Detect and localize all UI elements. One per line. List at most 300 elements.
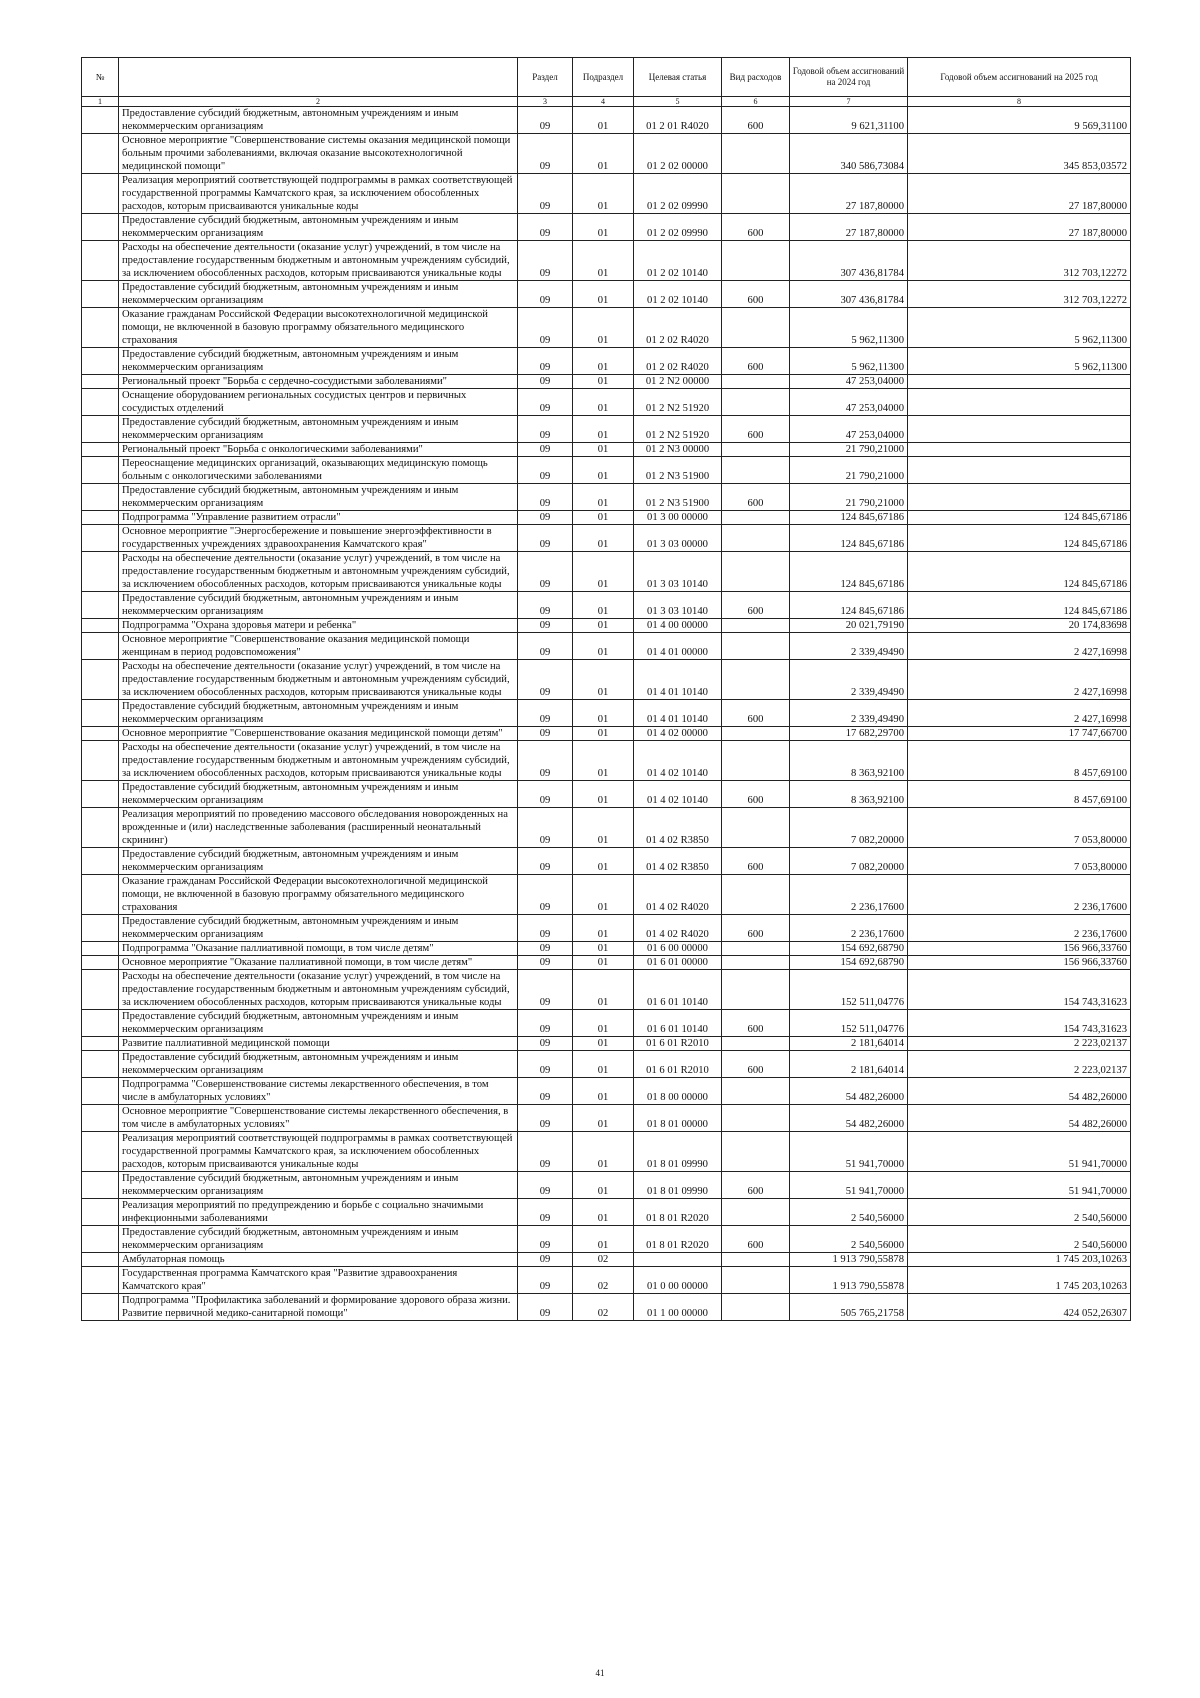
amount-2024-cell: 5 962,11300 [790, 348, 908, 375]
row-name-cell: Основное мероприятие "Совершенствование оказания медицинской помощи детям" [119, 727, 518, 741]
row-number-cell [82, 457, 119, 484]
table-row [82, 348, 1131, 375]
subsection-code-cell: 01 [573, 781, 634, 808]
expense-type-cell [722, 134, 790, 174]
target-article-cell: 01 2 02 10140 [634, 281, 722, 308]
subsection-code-cell: 01 [573, 619, 634, 633]
row-name-cell: Подпрограмма "Охрана здоровья матери и ребенка" [119, 619, 518, 633]
section-code-cell: 09 [518, 970, 573, 1010]
amount-2025-cell: 2 427,16998 [908, 700, 1131, 727]
amount-2024-cell: 505 765,21758 [790, 1294, 908, 1321]
target-article-cell: 01 6 01 00000 [634, 956, 722, 970]
section-code-cell: 09 [518, 134, 573, 174]
section-code-cell: 09 [518, 1132, 573, 1172]
section-code-cell: 09 [518, 511, 573, 525]
target-article-cell: 01 4 00 00000 [634, 619, 722, 633]
row-number-cell [82, 592, 119, 619]
amount-2024-cell: 2 339,49490 [790, 700, 908, 727]
row-number-cell [82, 741, 119, 781]
target-article-cell: 01 8 01 09990 [634, 1172, 722, 1199]
subsection-code-cell: 01 [573, 525, 634, 552]
expense-type-cell: 600 [722, 1172, 790, 1199]
section-code-cell: 09 [518, 107, 573, 134]
expense-type-cell [722, 552, 790, 592]
amount-2024-cell: 17 682,29700 [790, 727, 908, 741]
row-name-cell: Реализация мероприятий по проведению массового обследования новорожденных на врожденные и (или) наследственные заболевания (расширенный неонатальный скрининг) [119, 808, 518, 848]
target-article-cell: 01 4 02 R4020 [634, 875, 722, 915]
expense-type-cell [722, 633, 790, 660]
row-name-cell: Подпрограмма "Совершенствование системы лекарственного обеспечения, в том числе в амбулаторных условиях" [119, 1078, 518, 1105]
section-code-cell: 09 [518, 848, 573, 875]
section-code-cell: 09 [518, 1226, 573, 1253]
expense-type-cell [722, 956, 790, 970]
expense-type-cell [722, 727, 790, 741]
target-article-cell: 01 2 N2 51920 [634, 416, 722, 443]
amount-2024-cell: 124 845,67186 [790, 552, 908, 592]
row-number-cell [82, 942, 119, 956]
target-article-cell: 01 4 02 R3850 [634, 848, 722, 875]
amount-2024-cell: 1 913 790,55878 [790, 1267, 908, 1294]
amount-2025-cell: 154 743,31623 [908, 1010, 1131, 1037]
row-number-cell [82, 1226, 119, 1253]
amount-2025-cell: 424 052,26307 [908, 1294, 1131, 1321]
amount-2025-cell [908, 443, 1131, 457]
section-code-cell: 09 [518, 1078, 573, 1105]
amount-2024-cell: 340 586,73084 [790, 134, 908, 174]
amount-2024-cell: 8 363,92100 [790, 781, 908, 808]
subsection-code-cell: 01 [573, 1226, 634, 1253]
amount-2025-cell: 124 845,67186 [908, 525, 1131, 552]
row-number-cell [82, 848, 119, 875]
section-code-cell: 09 [518, 1253, 573, 1267]
subsection-code-cell: 01 [573, 808, 634, 848]
row-name-cell: Переоснащение медицинских организаций, оказывающих медицинскую помощь больным с онкологическими заболеваниями [119, 457, 518, 484]
row-number-cell [82, 525, 119, 552]
subsection-code-cell: 01 [573, 592, 634, 619]
section-code-cell: 09 [518, 619, 573, 633]
subsection-code-cell: 01 [573, 1078, 634, 1105]
table-row [82, 970, 1131, 1010]
amount-2024-cell: 154 692,68790 [790, 956, 908, 970]
row-name-cell: Предоставление субсидий бюджетным, автономным учреждениям и иным некоммерческим организациям [119, 1010, 518, 1037]
table-row [82, 416, 1131, 443]
table-row [82, 619, 1131, 633]
section-code-cell: 09 [518, 457, 573, 484]
target-article-cell: 01 2 02 R4020 [634, 348, 722, 375]
amount-2024-cell: 124 845,67186 [790, 592, 908, 619]
header-num: № [82, 58, 119, 97]
amount-2025-cell: 27 187,80000 [908, 214, 1131, 241]
row-name-cell: Реализация мероприятий по предупреждению и борьбе с социально значимыми инфекционными заболеваниями [119, 1199, 518, 1226]
table-row [82, 1105, 1131, 1132]
table-row [82, 1051, 1131, 1078]
subsection-code-cell: 02 [573, 1267, 634, 1294]
amount-2025-cell: 156 966,33760 [908, 942, 1131, 956]
target-article-cell: 01 4 02 10140 [634, 781, 722, 808]
amount-2025-cell: 9 569,31100 [908, 107, 1131, 134]
amount-2024-cell: 307 436,81784 [790, 241, 908, 281]
expense-type-cell [722, 1105, 790, 1132]
row-name-cell: Оказание гражданам Российской Федерации высокотехнологичной медицинской помощи, не включенной в базовую программу обязательного медицинского страхования [119, 308, 518, 348]
target-article-cell: 01 6 00 00000 [634, 942, 722, 956]
expense-type-cell [722, 457, 790, 484]
row-number-cell [82, 633, 119, 660]
section-code-cell: 09 [518, 781, 573, 808]
section-code-cell: 09 [518, 375, 573, 389]
expense-type-cell [722, 174, 790, 214]
expense-type-cell: 600 [722, 1226, 790, 1253]
page-number: 41 [595, 1668, 605, 1678]
subsection-code-cell: 01 [573, 457, 634, 484]
target-article-cell: 01 3 03 10140 [634, 592, 722, 619]
target-article-cell: 01 2 01 R4020 [634, 107, 722, 134]
row-name-cell: Основное мероприятие "Оказание паллиативной помощи, в том числе детям" [119, 956, 518, 970]
subsection-code-cell: 01 [573, 552, 634, 592]
target-article-cell: 01 8 01 R2020 [634, 1226, 722, 1253]
row-name-cell: Предоставление субсидий бюджетным, автономным учреждениям и иным некоммерческим организациям [119, 915, 518, 942]
target-article-cell: 01 2 02 R4020 [634, 308, 722, 348]
amount-2025-cell: 156 966,33760 [908, 956, 1131, 970]
expense-type-cell: 600 [722, 781, 790, 808]
amount-2024-cell: 51 941,70000 [790, 1132, 908, 1172]
row-name-cell: Подпрограмма "Управление развитием отрасли" [119, 511, 518, 525]
expense-type-cell [722, 241, 790, 281]
row-name-cell: Расходы на обеспечение деятельности (оказание услуг) учреждений, в том числе на предоставление государственным бюджетным и автономным учреждениям субсидий, за исключением обособленных расходов, которым присваиваются уникальные коды [119, 970, 518, 1010]
amount-2025-cell: 2 236,17600 [908, 875, 1131, 915]
table-row [82, 1078, 1131, 1105]
row-name-cell: Основное мероприятие "Совершенствование оказания медицинской помощи женщинам в период родовспоможения" [119, 633, 518, 660]
column-number: 8 [908, 97, 1131, 107]
amount-2025-cell: 154 743,31623 [908, 970, 1131, 1010]
subsection-code-cell: 01 [573, 915, 634, 942]
table-row [82, 741, 1131, 781]
row-name-cell: Основное мероприятие "Энергосбережение и повышение энергоэффективности в государственных учреждениях здравоохранения Камчатского края" [119, 525, 518, 552]
table-row [82, 727, 1131, 741]
amount-2025-cell: 2 427,16998 [908, 633, 1131, 660]
expense-type-cell [722, 1078, 790, 1105]
table-row [82, 134, 1131, 174]
amount-2024-cell: 307 436,81784 [790, 281, 908, 308]
amount-2024-cell: 51 941,70000 [790, 1172, 908, 1199]
expense-type-cell [722, 1253, 790, 1267]
row-name-cell: Расходы на обеспечение деятельности (оказание услуг) учреждений, в том числе на предоставление государственным бюджетным и автономным учреждениям субсидий, за исключением обособленных расходов, которым присваиваются уникальные коды [119, 552, 518, 592]
row-name-cell: Основное мероприятие "Совершенствование системы оказания медицинской помощи больным прочими заболеваниями, включая оказание высокотехнологичной медицинской помощи" [119, 134, 518, 174]
table-row [82, 1294, 1131, 1321]
table-row [82, 457, 1131, 484]
target-article-cell: 01 2 N2 51920 [634, 389, 722, 416]
budget-sheet [81, 57, 1130, 1321]
amount-2025-cell [908, 375, 1131, 389]
table-row [82, 915, 1131, 942]
row-name-cell: Предоставление субсидий бюджетным, автономным учреждениям и иным некоммерческим организациям [119, 781, 518, 808]
amount-2025-cell: 2 540,56000 [908, 1226, 1131, 1253]
expense-type-cell: 600 [722, 915, 790, 942]
target-article-cell: 01 3 03 00000 [634, 525, 722, 552]
table-row [82, 1226, 1131, 1253]
table-row [82, 1267, 1131, 1294]
subsection-code-cell: 02 [573, 1294, 634, 1321]
subsection-code-cell: 01 [573, 848, 634, 875]
table-row [82, 174, 1131, 214]
section-code-cell: 09 [518, 443, 573, 457]
subsection-code-cell: 01 [573, 389, 634, 416]
table-row [82, 214, 1131, 241]
amount-2024-cell: 2 236,17600 [790, 915, 908, 942]
amount-2024-cell: 47 253,04000 [790, 416, 908, 443]
row-name-cell: Предоставление субсидий бюджетным, автономным учреждениям и иным некоммерческим организациям [119, 1172, 518, 1199]
row-number-cell [82, 808, 119, 848]
amount-2025-cell: 1 745 203,10263 [908, 1253, 1131, 1267]
expense-type-cell [722, 808, 790, 848]
target-article-cell: 01 2 02 09990 [634, 214, 722, 241]
amount-2024-cell: 20 021,79190 [790, 619, 908, 633]
column-number: 6 [722, 97, 790, 107]
header-name [119, 58, 518, 97]
section-code-cell: 09 [518, 214, 573, 241]
subsection-code-cell: 01 [573, 134, 634, 174]
row-name-cell: Предоставление субсидий бюджетным, автономным учреждениям и иным некоммерческим организациям [119, 107, 518, 134]
table-row [82, 848, 1131, 875]
row-number-cell [82, 660, 119, 700]
amount-2024-cell: 152 511,04776 [790, 1010, 908, 1037]
amount-2025-cell: 124 845,67186 [908, 511, 1131, 525]
amount-2025-cell: 51 941,70000 [908, 1172, 1131, 1199]
table-row [82, 443, 1131, 457]
section-code-cell: 09 [518, 174, 573, 214]
subsection-code-cell: 01 [573, 348, 634, 375]
subsection-code-cell: 01 [573, 633, 634, 660]
subsection-code-cell: 01 [573, 484, 634, 511]
table-row [82, 484, 1131, 511]
amount-2025-cell: 1 745 203,10263 [908, 1267, 1131, 1294]
section-code-cell: 09 [518, 552, 573, 592]
amount-2024-cell: 27 187,80000 [790, 214, 908, 241]
row-name-cell: Расходы на обеспечение деятельности (оказание услуг) учреждений, в том числе на предоставление государственным бюджетным и автономным учреждениям субсидий, за исключением обособленных расходов, которым присваиваются уникальные коды [119, 241, 518, 281]
amount-2024-cell: 124 845,67186 [790, 525, 908, 552]
expense-type-cell [722, 942, 790, 956]
row-name-cell: Предоставление субсидий бюджетным, автономным учреждениям и иным некоммерческим организациям [119, 700, 518, 727]
row-name-cell: Амбулаторная помощь [119, 1253, 518, 1267]
expense-type-cell [722, 660, 790, 700]
section-code-cell: 09 [518, 1105, 573, 1132]
amount-2025-cell: 8 457,69100 [908, 781, 1131, 808]
amount-2025-cell: 2 236,17600 [908, 915, 1131, 942]
section-code-cell: 09 [518, 1294, 573, 1321]
expense-type-cell: 600 [722, 107, 790, 134]
row-number-cell [82, 241, 119, 281]
amount-2025-cell: 8 457,69100 [908, 741, 1131, 781]
table-row [82, 592, 1131, 619]
subsection-code-cell: 01 [573, 875, 634, 915]
column-number: 2 [119, 97, 518, 107]
amount-2024-cell: 2 540,56000 [790, 1226, 908, 1253]
table-row [82, 942, 1131, 956]
expense-type-cell [722, 970, 790, 1010]
amount-2025-cell: 17 747,66700 [908, 727, 1131, 741]
row-name-cell: Предоставление субсидий бюджетным, автономным учреждениям и иным некоммерческим организациям [119, 1226, 518, 1253]
target-article-cell: 01 2 N3 00000 [634, 443, 722, 457]
row-number-cell [82, 416, 119, 443]
amount-2024-cell: 2 181,64014 [790, 1037, 908, 1051]
amount-2024-cell: 9 621,31100 [790, 107, 908, 134]
expense-type-cell [722, 1199, 790, 1226]
row-name-cell: Основное мероприятие "Совершенствование системы лекарственного обеспечения, в том числе в амбулаторных условиях" [119, 1105, 518, 1132]
subsection-code-cell: 01 [573, 942, 634, 956]
amount-2024-cell: 21 790,21000 [790, 484, 908, 511]
expense-type-cell [722, 525, 790, 552]
row-name-cell: Предоставление субсидий бюджетным, автономным учреждениям и иным некоммерческим организациям [119, 348, 518, 375]
amount-2025-cell: 5 962,11300 [908, 308, 1131, 348]
subsection-code-cell: 01 [573, 308, 634, 348]
target-article-cell: 01 6 01 10140 [634, 1010, 722, 1037]
row-number-cell [82, 970, 119, 1010]
row-number-cell [82, 915, 119, 942]
row-number-cell [82, 1105, 119, 1132]
section-code-cell: 09 [518, 1199, 573, 1226]
row-number-cell [82, 700, 119, 727]
row-name-cell: Оказание гражданам Российской Федерации высокотехнологичной медицинской помощи, не включенной в базовую программу обязательного медицинского страхования [119, 875, 518, 915]
row-number-cell [82, 875, 119, 915]
expense-type-cell: 600 [722, 848, 790, 875]
amount-2025-cell: 27 187,80000 [908, 174, 1131, 214]
amount-2024-cell: 2 339,49490 [790, 633, 908, 660]
row-number-cell [82, 552, 119, 592]
expense-type-cell [722, 443, 790, 457]
amount-2025-cell: 20 174,83698 [908, 619, 1131, 633]
section-code-cell: 09 [518, 808, 573, 848]
table-body [82, 107, 1131, 1321]
amount-2025-cell: 2 540,56000 [908, 1199, 1131, 1226]
amount-2024-cell: 7 082,20000 [790, 848, 908, 875]
target-article-cell: 01 4 01 00000 [634, 633, 722, 660]
amount-2024-cell: 47 253,04000 [790, 375, 908, 389]
target-article-cell: 01 6 01 R2010 [634, 1051, 722, 1078]
amount-2025-cell [908, 416, 1131, 443]
target-article-cell: 01 3 00 00000 [634, 511, 722, 525]
subsection-code-cell: 01 [573, 241, 634, 281]
row-number-cell [82, 174, 119, 214]
expense-type-cell: 600 [722, 1010, 790, 1037]
section-code-cell: 09 [518, 915, 573, 942]
row-number-cell [82, 619, 119, 633]
table-row [82, 1199, 1131, 1226]
amount-2025-cell: 345 853,03572 [908, 134, 1131, 174]
target-article-cell: 01 8 01 09990 [634, 1132, 722, 1172]
table-row [82, 1132, 1131, 1172]
row-name-cell: Подпрограмма "Профилактика заболеваний и формирование здорового образа жизни. Развитие первичной медико-санитарной помощи" [119, 1294, 518, 1321]
table-row [82, 389, 1131, 416]
header-2025: Годовой объем ассигнований на 2025 год [908, 58, 1131, 97]
row-number-cell [82, 484, 119, 511]
row-number-cell [82, 1172, 119, 1199]
section-code-cell: 09 [518, 525, 573, 552]
section-code-cell: 09 [518, 727, 573, 741]
expense-type-cell [722, 1267, 790, 1294]
row-number-cell [82, 956, 119, 970]
amount-2025-cell [908, 484, 1131, 511]
header-section: Раздел [518, 58, 573, 97]
amount-2025-cell: 7 053,80000 [908, 808, 1131, 848]
amount-2025-cell: 54 482,26000 [908, 1078, 1131, 1105]
column-number: 1 [82, 97, 119, 107]
table-row [82, 700, 1131, 727]
amount-2025-cell: 124 845,67186 [908, 552, 1131, 592]
expense-type-cell [722, 1037, 790, 1051]
row-number-cell [82, 1199, 119, 1226]
amount-2025-cell: 312 703,12272 [908, 281, 1131, 308]
target-article-cell: 01 4 01 10140 [634, 660, 722, 700]
amount-2025-cell [908, 389, 1131, 416]
amount-2025-cell: 2 223,02137 [908, 1037, 1131, 1051]
row-number-cell [82, 389, 119, 416]
amount-2024-cell: 54 482,26000 [790, 1078, 908, 1105]
amount-2025-cell: 312 703,12272 [908, 241, 1131, 281]
target-article-cell: 01 2 N3 51900 [634, 457, 722, 484]
row-number-cell [82, 348, 119, 375]
row-name-cell: Предоставление субсидий бюджетным, автономным учреждениям и иным некоммерческим организациям [119, 214, 518, 241]
row-name-cell: Государственная программа Камчатского края "Развитие здравоохранения Камчатского края" [119, 1267, 518, 1294]
amount-2024-cell: 8 363,92100 [790, 741, 908, 781]
row-name-cell: Региональный проект "Борьба с сердечно-сосудистыми заболеваниями" [119, 375, 518, 389]
target-article-cell: 01 8 00 00000 [634, 1078, 722, 1105]
row-number-cell [82, 214, 119, 241]
amount-2025-cell [908, 457, 1131, 484]
amount-2025-cell: 2 223,02137 [908, 1051, 1131, 1078]
target-article-cell: 01 2 02 10140 [634, 241, 722, 281]
subsection-code-cell: 01 [573, 416, 634, 443]
table-row [82, 511, 1131, 525]
expense-type-cell: 600 [722, 484, 790, 511]
section-code-cell: 09 [518, 241, 573, 281]
row-number-cell [82, 443, 119, 457]
target-article-cell [634, 1253, 722, 1267]
amount-2024-cell: 47 253,04000 [790, 389, 908, 416]
expense-type-cell [722, 389, 790, 416]
header-2024: Годовой объем ассигнований на 2024 год [790, 58, 908, 97]
table-row [82, 281, 1131, 308]
row-number-cell [82, 1253, 119, 1267]
section-code-cell: 09 [518, 592, 573, 619]
target-article-cell: 01 4 02 R4020 [634, 915, 722, 942]
section-code-cell: 09 [518, 348, 573, 375]
row-number-cell [82, 281, 119, 308]
table-row [82, 107, 1131, 134]
subsection-code-cell: 01 [573, 174, 634, 214]
section-code-cell: 09 [518, 1051, 573, 1078]
section-code-cell: 09 [518, 942, 573, 956]
expense-type-cell [722, 308, 790, 348]
section-code-cell: 09 [518, 1172, 573, 1199]
subsection-code-cell: 02 [573, 1253, 634, 1267]
section-code-cell: 09 [518, 389, 573, 416]
table-row [82, 552, 1131, 592]
amount-2025-cell: 51 941,70000 [908, 1132, 1131, 1172]
amount-2024-cell: 5 962,11300 [790, 308, 908, 348]
target-article-cell: 01 2 N3 51900 [634, 484, 722, 511]
row-number-cell [82, 375, 119, 389]
amount-2024-cell: 152 511,04776 [790, 970, 908, 1010]
amount-2025-cell: 5 962,11300 [908, 348, 1131, 375]
section-code-cell: 09 [518, 700, 573, 727]
budget-table [81, 57, 1131, 1321]
subsection-code-cell: 01 [573, 214, 634, 241]
row-name-cell: Предоставление субсидий бюджетным, автономным учреждениям и иным некоммерческим организациям [119, 484, 518, 511]
expense-type-cell [722, 619, 790, 633]
subsection-code-cell: 01 [573, 1105, 634, 1132]
subsection-code-cell: 01 [573, 375, 634, 389]
row-number-cell [82, 134, 119, 174]
expense-type-cell [722, 375, 790, 389]
